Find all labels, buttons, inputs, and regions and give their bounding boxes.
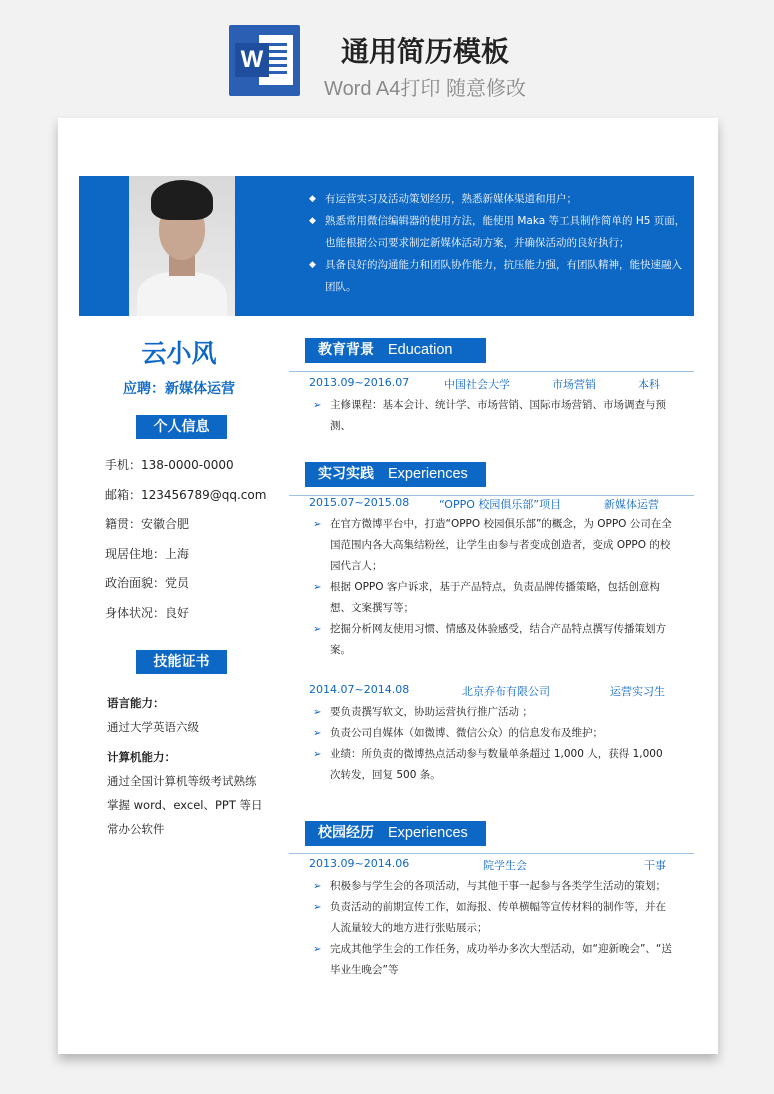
summary-item: ◆ 具备良好的沟通能力和团队协作能力，抗压能力强，有团队精神，能快速融入团队。 (309, 254, 689, 298)
list-item: ➢ 负责公司自媒体（如微博、微信公众）的信息发布及维护； (313, 723, 673, 744)
divider (289, 371, 694, 372)
summary-item: ◆ 有运营实习及活动策划经历，熟悉新媒体渠道和用户； (309, 188, 689, 210)
applied-position: 应聘：新媒体运营 (123, 381, 235, 397)
skills-heading: 技能证书 (136, 650, 227, 674)
template-title: 通用简历模板 (340, 35, 509, 68)
divider (289, 853, 694, 854)
internship-row: 2015.07~2015.08 “OPPO 校园俱乐部”项目 新媒体运营 (309, 496, 659, 511)
list-item: ➢ 完成其他学生会的工作任务，成功举办多次大型活动，如“迎新晚会”、“送毕业生晚会”等 (313, 939, 673, 981)
language-value: 通过大学英语六级 (107, 720, 199, 734)
summary-banner (79, 176, 694, 316)
campus-row: 2013.09~2014.06 院学生会 干事 (309, 857, 666, 872)
profile-photo (129, 176, 235, 316)
info-health: 身体状况：良好 (105, 605, 190, 620)
computer-line: 掌握 word、excel、PPT 等日 (107, 798, 263, 812)
list-item: ➢ 主修课程：基本会计、统计学、市场营销、国际市场营销、市场调查与预测、 (313, 395, 673, 437)
list-item: ➢ 要负责撰写软文，协助运营执行推广活动 ； (313, 702, 673, 723)
education-details (313, 395, 673, 437)
internship-details (313, 514, 673, 661)
resume-page (58, 118, 718, 1054)
computer-label: 计算机能力： (107, 750, 176, 764)
internship-heading: 实习实践 Experiences (305, 462, 486, 487)
info-residence: 现居住地：上海 (105, 546, 190, 561)
education-row: 2013.09~2016.07 中国社会大学 市场营销 本科 (309, 376, 660, 391)
list-item: ➢ 在官方微博平台中，打造“OPPO 校园俱乐部”的概念，为 OPPO 公司在全国范围内各大高集结粉丝，让学生由参与者变成创造者，变成 OPPO 的校园代言人； (313, 514, 673, 577)
computer-line: 通过全国计算机等级考试熟练 (107, 774, 257, 788)
computer-line: 常办公软件 (107, 822, 165, 836)
info-email: 邮箱：123456789@qq.com (105, 487, 267, 502)
internship-details (313, 702, 673, 786)
skills-block (107, 691, 272, 841)
summary-list (309, 188, 689, 298)
page-header (0, 0, 774, 110)
list-item: ➢ 根据 OPPO 客户诉求，基于产品特点，负责品牌传播策略，包括创意构想、文案撰写等； (313, 577, 673, 619)
campus-details (313, 876, 673, 981)
campus-heading: 校园经历 Experiences (305, 821, 486, 846)
info-political-status: 政治面貌：党员 (105, 576, 190, 590)
personal-info-heading: 个人信息 (136, 415, 227, 439)
list-item: ➢ 业绩：所负责的微博热点活动参与数量单条超过 1,000 人，获得 1,000 次转发，回复 500 条。 (313, 744, 673, 786)
summary-item: ◆ 熟悉常用微信编辑器的使用方法，能使用 Maka 等工具制作简单的 H5 页面，也能根据公司要求制定新媒体活动方案，并确保活动的良好执行； (309, 210, 689, 254)
internship-row: 2014.07~2014.08 北京乔布有限公司 运营实习生 (309, 683, 665, 698)
education-heading: 教育背景 Education (305, 338, 486, 363)
word-icon: W (229, 25, 300, 96)
candidate-name: 云小风 (141, 339, 217, 368)
list-item: ➢ 积极参与学生会的各项活动，与其他干事一起参与各类学生活动的策划； (313, 876, 673, 897)
info-phone: 手机：138-0000-0000 (105, 458, 234, 472)
personal-info-list (105, 451, 280, 628)
list-item: ➢ 负责活动的前期宣传工作，如海报、传单横幅等宣传材料的制作等，并在人流量较大的地方进行张贴展示； (313, 897, 673, 939)
template-subtitle: Word A4打印 随意修改 (324, 78, 526, 100)
info-hometown: 籍贯：安徽合肥 (105, 517, 190, 531)
list-item: ➢ 挖掘分析网友使用习惯、情感及体验感受，结合产品特点撰写传播策划方案。 (313, 619, 673, 661)
language-label: 语言能力： (107, 696, 165, 710)
